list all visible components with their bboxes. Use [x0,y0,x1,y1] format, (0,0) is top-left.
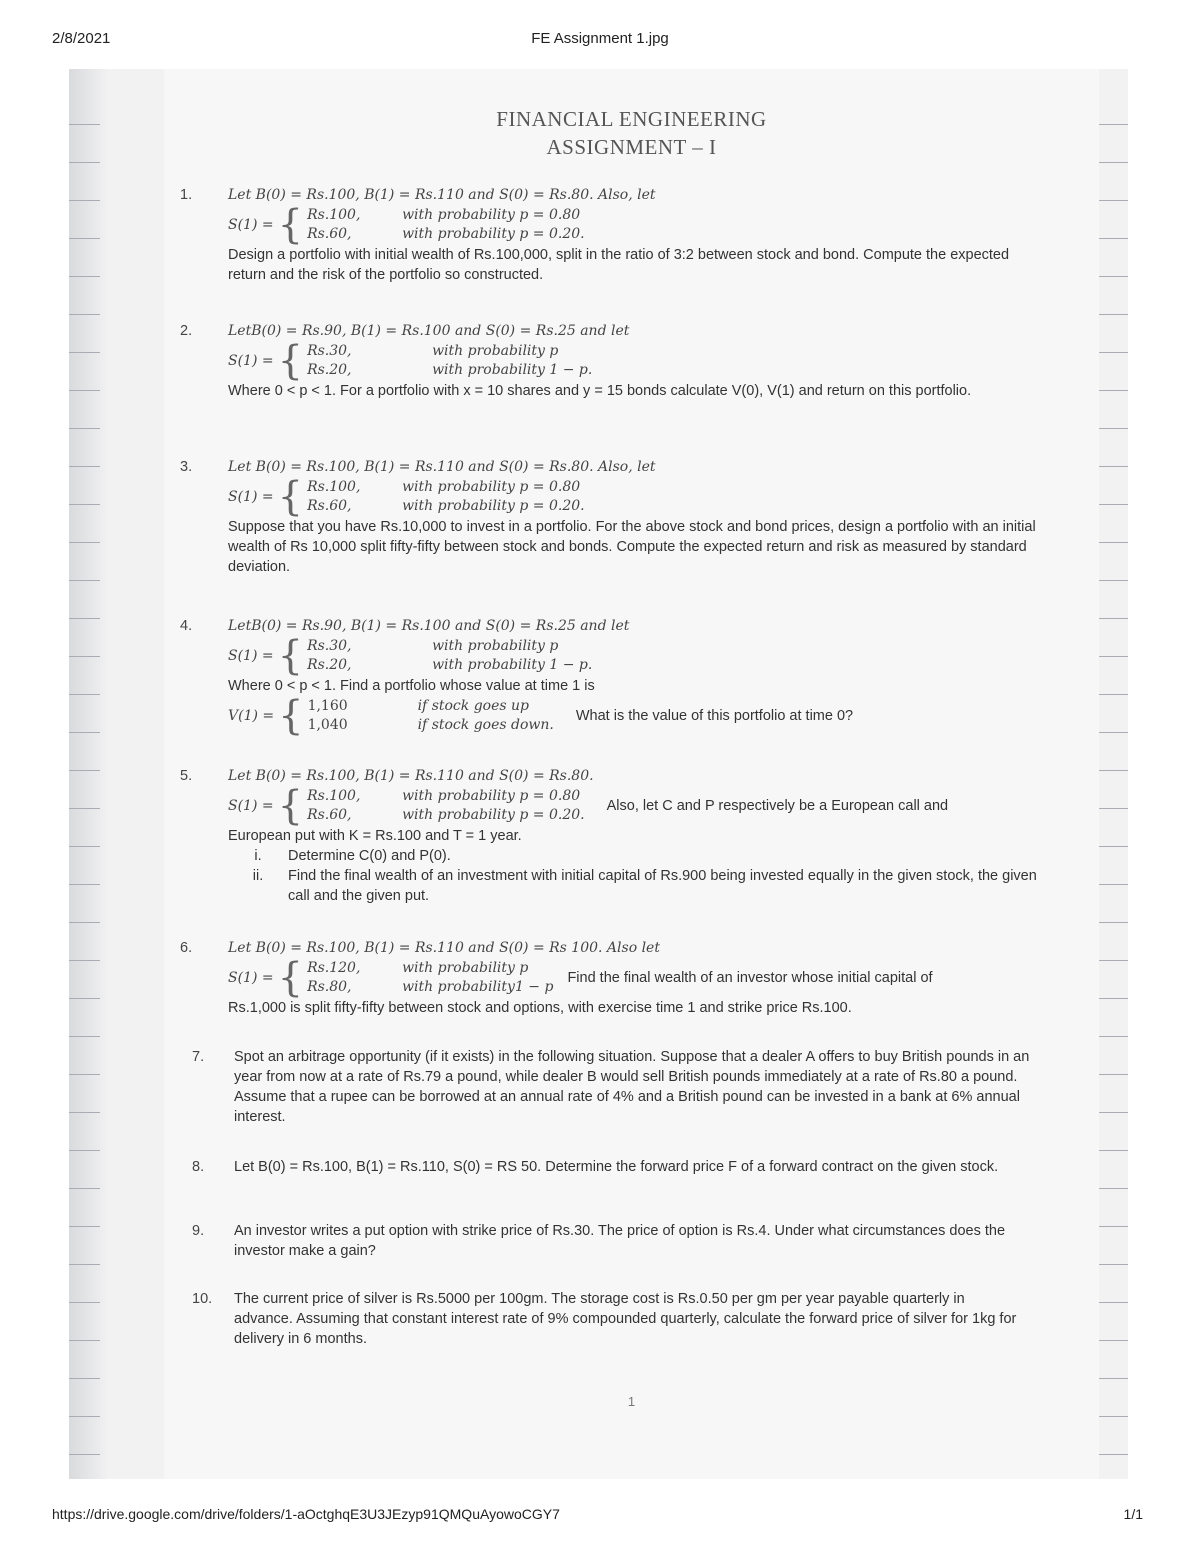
case-value: Rs.30, [307,343,352,359]
notebook-rule-line [69,656,100,657]
question-9 [192,1221,1024,1261]
notebook-rule-line [69,1226,100,1227]
notebook-rule-line [1097,1074,1128,1075]
doc-title-line1: FINANCIAL ENGINEERING [496,107,767,131]
notebook-rule-line [69,504,100,505]
piecewise-definition [228,338,1043,384]
notebook-rule-line [69,808,100,809]
notebook-rule-line [1097,770,1128,771]
notebook-rule-line [1097,162,1128,163]
question-number: 7. [192,1049,205,1065]
case-condition: with probability p [432,343,559,359]
notebook-rule-line [69,390,100,391]
print-title: FE Assignment 1.jpg [531,30,669,47]
subquestion-text: Find the final wealth of an investment with initial capital of Rs.900 being invested equally in the given stock, the given call and the given put. [288,868,1037,904]
case-condition: with probability p = 0.80 [402,479,581,495]
question-side-text: What is the value of this portfolio at time 0? [575,708,854,724]
subquestion-number: i. [254,848,262,864]
source-url: https://drive.google.com/drive/folders/1-aOctghqE3U3JEzyp91QMQuAyowoCGY7 [52,1506,560,1522]
piecewise-definition [228,783,1043,829]
case-value: Rs.120, [307,960,361,976]
question-5 [180,766,1043,906]
notebook-rule-line [1097,1036,1128,1037]
question-text: Let B(0) = Rs.100, B(1) = Rs.110, S(0) = RS 50. Determine the forward price F of a forward contract on the given stock. [234,1159,999,1175]
piecewise-lhs: S(1) = [228,798,274,814]
brace: { [277,338,304,384]
question-number: 10. [192,1291,213,1307]
case-condition: with probability p = 0.20. [402,807,585,823]
piecewise-lhs: S(1) = [228,353,274,369]
question-7 [192,1047,1034,1127]
case-condition: with probability p [432,638,559,654]
subquestion-text: Determine C(0) and P(0). [288,848,451,864]
brace: { [277,633,304,679]
notebook-rule-line [1097,618,1128,619]
question-line: Let B(0) = Rs.100, B(1) = Rs.110 and S(0) = Rs.80. [228,768,594,784]
notebook-rule-line [1097,124,1128,125]
case-condition: with probability 1 − p. [432,657,593,673]
notebook-rule-line [1097,314,1128,315]
case-value: Rs.30, [307,638,352,654]
question-text: Rs.1,000 is split fifty-fifty between stock and options, with exercise time 1 and strike price Rs.100. [228,1000,852,1016]
notebook-rule-line [69,124,100,125]
notebook-rule-line [1097,808,1128,809]
notebook-rule-line [69,618,100,619]
notebook-rule-line [1097,1150,1128,1151]
question-number: 1. [180,187,193,203]
question-number: 6. [180,940,193,956]
case-value: Rs.100, [307,788,361,804]
notebook-rule-line [1097,352,1128,353]
case-value: Rs.20, [307,362,352,378]
notebook-rule-line [69,428,100,429]
case-condition: with probability p = 0.20. [402,226,585,242]
notebook-rule-line [69,200,100,201]
page-number: 1 [627,1394,636,1409]
notebook-rule-line [1097,1226,1128,1227]
notebook-rule-line [1097,960,1128,961]
question-line: Let B(0) = Rs.100, B(1) = Rs.110 and S(0) = Rs 100. Also let [228,940,660,956]
question-number: 4. [180,618,193,634]
case-condition: with probability p = 0.80 [402,788,581,804]
notebook-rule-line [69,694,100,695]
case-condition: with probability p [402,960,529,976]
notebook-rule-line [69,1416,100,1417]
case-condition: if stock goes up [417,698,529,714]
scanned-photo [69,69,1128,1479]
notebook-rule-line [69,960,100,961]
notebook-rule-line [69,770,100,771]
notebook-rule-line [69,1302,100,1303]
piecewise-lhs: S(1) = [228,217,274,233]
notebook-rule-line [69,276,100,277]
question-line: Let B(0) = Rs.100, B(1) = Rs.110 and S(0) = Rs.80. Also, let [228,459,656,475]
subquestion-ii [228,866,1043,906]
notebook-rule-line [69,998,100,999]
notebook-rule-line [69,466,100,467]
case-value: Rs.60, [307,807,352,823]
print-date: 2/8/2021 [52,30,111,47]
notebook-rule-line [69,1264,100,1265]
notebook-rule-line [1097,466,1128,467]
notebook-rule-line [1097,656,1128,657]
notebook-rule-line [1097,200,1128,201]
notebook-rule-line [1097,580,1128,581]
brace: { [277,955,304,1001]
question-2 [180,321,1043,401]
question-line: LetB(0) = Rs.90, B(1) = Rs.100 and S(0) = Rs.25 and let [228,618,630,634]
notebook-rule-line [1097,542,1128,543]
case-value: Rs.100, [307,207,361,223]
notebook-rules-left [69,69,100,1479]
question-number: 9. [192,1223,205,1239]
question-text: An investor writes a put option with strike price of Rs.30. The price of option is Rs.4. Under what circumstances does the investor make a gain? [234,1223,1006,1259]
doc-title-line2: ASSIGNMENT – I [546,135,717,159]
notebook-rules-right [1097,69,1128,1479]
question-1 [180,185,1043,285]
notebook-rule-line [69,314,100,315]
subquestion-i [228,846,1043,866]
question-6 [180,938,1043,1018]
notebook-rule-line [1097,732,1128,733]
question-text: Suppose that you have Rs.10,000 to invest in a portfolio. For the above stock and bond prices, design a portfolio with an initial wealth of Rs 10,000 split fifty-fifty between stock and bonds. Compute the expected return and risk as measured by standard deviation. [228,519,1036,575]
notebook-rule-line [1097,846,1128,847]
question-side-text: Also, let C and P respectively be a European call and [606,798,949,814]
piecewise-lhs: V(1) = [228,708,275,724]
question-8 [192,1157,1024,1177]
notebook-rule-line [1097,998,1128,999]
portfolio-value-definition [228,693,1043,739]
notebook-rule-line [1097,1416,1128,1417]
piecewise-definition [228,955,1043,1001]
notebook-rule-line [1097,238,1128,239]
question-text: Where 0 < p < 1. For a portfolio with x = 10 shares and y = 15 bonds calculate V(0), V(1) and return on this portfolio. [228,383,972,399]
question-text: European put with K = Rs.100 and T = 1 year. [228,828,522,844]
brace: { [277,783,304,829]
piecewise-lhs: S(1) = [228,970,274,986]
subquestion-number: ii. [252,868,264,884]
case-value: 1,040 [307,717,348,733]
page-count: 1/1 [1123,1506,1143,1522]
notebook-rule-line [69,1036,100,1037]
case-condition: if stock goes down. [417,717,554,733]
question-number: 8. [192,1159,205,1175]
question-number: 3. [180,459,193,475]
notebook-rule-line [69,1074,100,1075]
piecewise-lhs: S(1) = [228,648,274,664]
question-3 [180,457,1043,577]
notebook-rule-line [1097,1188,1128,1189]
notebook-rule-line [1097,276,1128,277]
notebook-rule-line [1097,694,1128,695]
notebook-rule-line [1097,922,1128,923]
notebook-rule-line [69,1112,100,1113]
question-side-text: Find the final wealth of an investor whose initial capital of [567,970,933,986]
question-text: Spot an arbitrage opportunity (if it exists) in the following situation. Suppose that a dealer A offers to buy British pounds in an year from now at a rate of Rs.79 a pound, while dealer B would sell British pounds immediately at a rate of Rs.80 a pound. Assume that a rupee can be borrowed at an annual rate of 4% and a British pound can be invested in a bank at 6% annual interest. [234,1049,1030,1125]
notebook-rule-line [1097,884,1128,885]
case-condition: with probability1 − p [402,979,554,995]
piecewise-lhs: S(1) = [228,489,274,505]
notebook-rule-line [1097,1302,1128,1303]
question-line: LetB(0) = Rs.90, B(1) = Rs.100 and S(0) = Rs.25 and let [228,323,630,339]
notebook-rule-line [69,1378,100,1379]
question-4 [180,616,1043,739]
assignment-sheet [164,69,1099,1479]
notebook-rule-line [69,162,100,163]
notebook-rule-line [1097,504,1128,505]
notebook-rule-line [1097,1378,1128,1379]
notebook-rule-line [1097,1340,1128,1341]
notebook-rule-line [69,238,100,239]
case-value: 1,160 [307,698,348,714]
notebook-rule-line [1097,1264,1128,1265]
case-value: Rs.20, [307,657,352,673]
question-number: 5. [180,768,193,784]
piecewise-definition [228,202,1043,248]
brace: { [277,202,304,248]
brace: { [277,474,304,520]
question-line: Let B(0) = Rs.100, B(1) = Rs.110 and S(0) = Rs.80. Also, let [228,187,656,203]
notebook-rule-line [69,732,100,733]
notebook-rule-line [69,542,100,543]
case-value: Rs.60, [307,498,352,514]
notebook-rule-line [69,846,100,847]
question-text: Where 0 < p < 1. Find a portfolio whose value at time 1 is [228,678,595,694]
case-condition: with probability 1 − p. [432,362,593,378]
notebook-rule-line [69,1340,100,1341]
case-value: Rs.60, [307,226,352,242]
notebook-rule-line [1097,1112,1128,1113]
notebook-rule-line [1097,1454,1128,1455]
question-text: The current price of silver is Rs.5000 per 100gm. The storage cost is Rs.0.50 per gm per year payable quarterly in advance. Assuming that constant interest rate of 9% compounded quarterly, calculate the forward price of silver for 1kg for delivery in 6 months. [234,1291,1017,1347]
question-number: 2. [180,323,193,339]
notebook-rule-line [69,580,100,581]
notebook-rule-line [1097,428,1128,429]
notebook-rule-line [69,884,100,885]
case-value: Rs.80, [307,979,352,995]
notebook-rule-line [1097,390,1128,391]
notebook-rule-line [69,1454,100,1455]
piecewise-definition [228,633,1043,679]
question-10 [192,1289,1024,1349]
case-condition: with probability p = 0.80 [402,207,581,223]
notebook-rule-line [69,352,100,353]
notebook-rule-line [69,922,100,923]
piecewise-definition [228,474,1043,520]
question-text: Design a portfolio with initial wealth of Rs.100,000, split in the ratio of 3:2 between stock and bond. Compute the expected return and the risk of the portfolio so constructed. [228,247,1010,283]
case-value: Rs.100, [307,479,361,495]
brace: { [278,693,304,739]
notebook-rule-line [69,1188,100,1189]
case-condition: with probability p = 0.20. [402,498,585,514]
notebook-rule-line [69,1150,100,1151]
